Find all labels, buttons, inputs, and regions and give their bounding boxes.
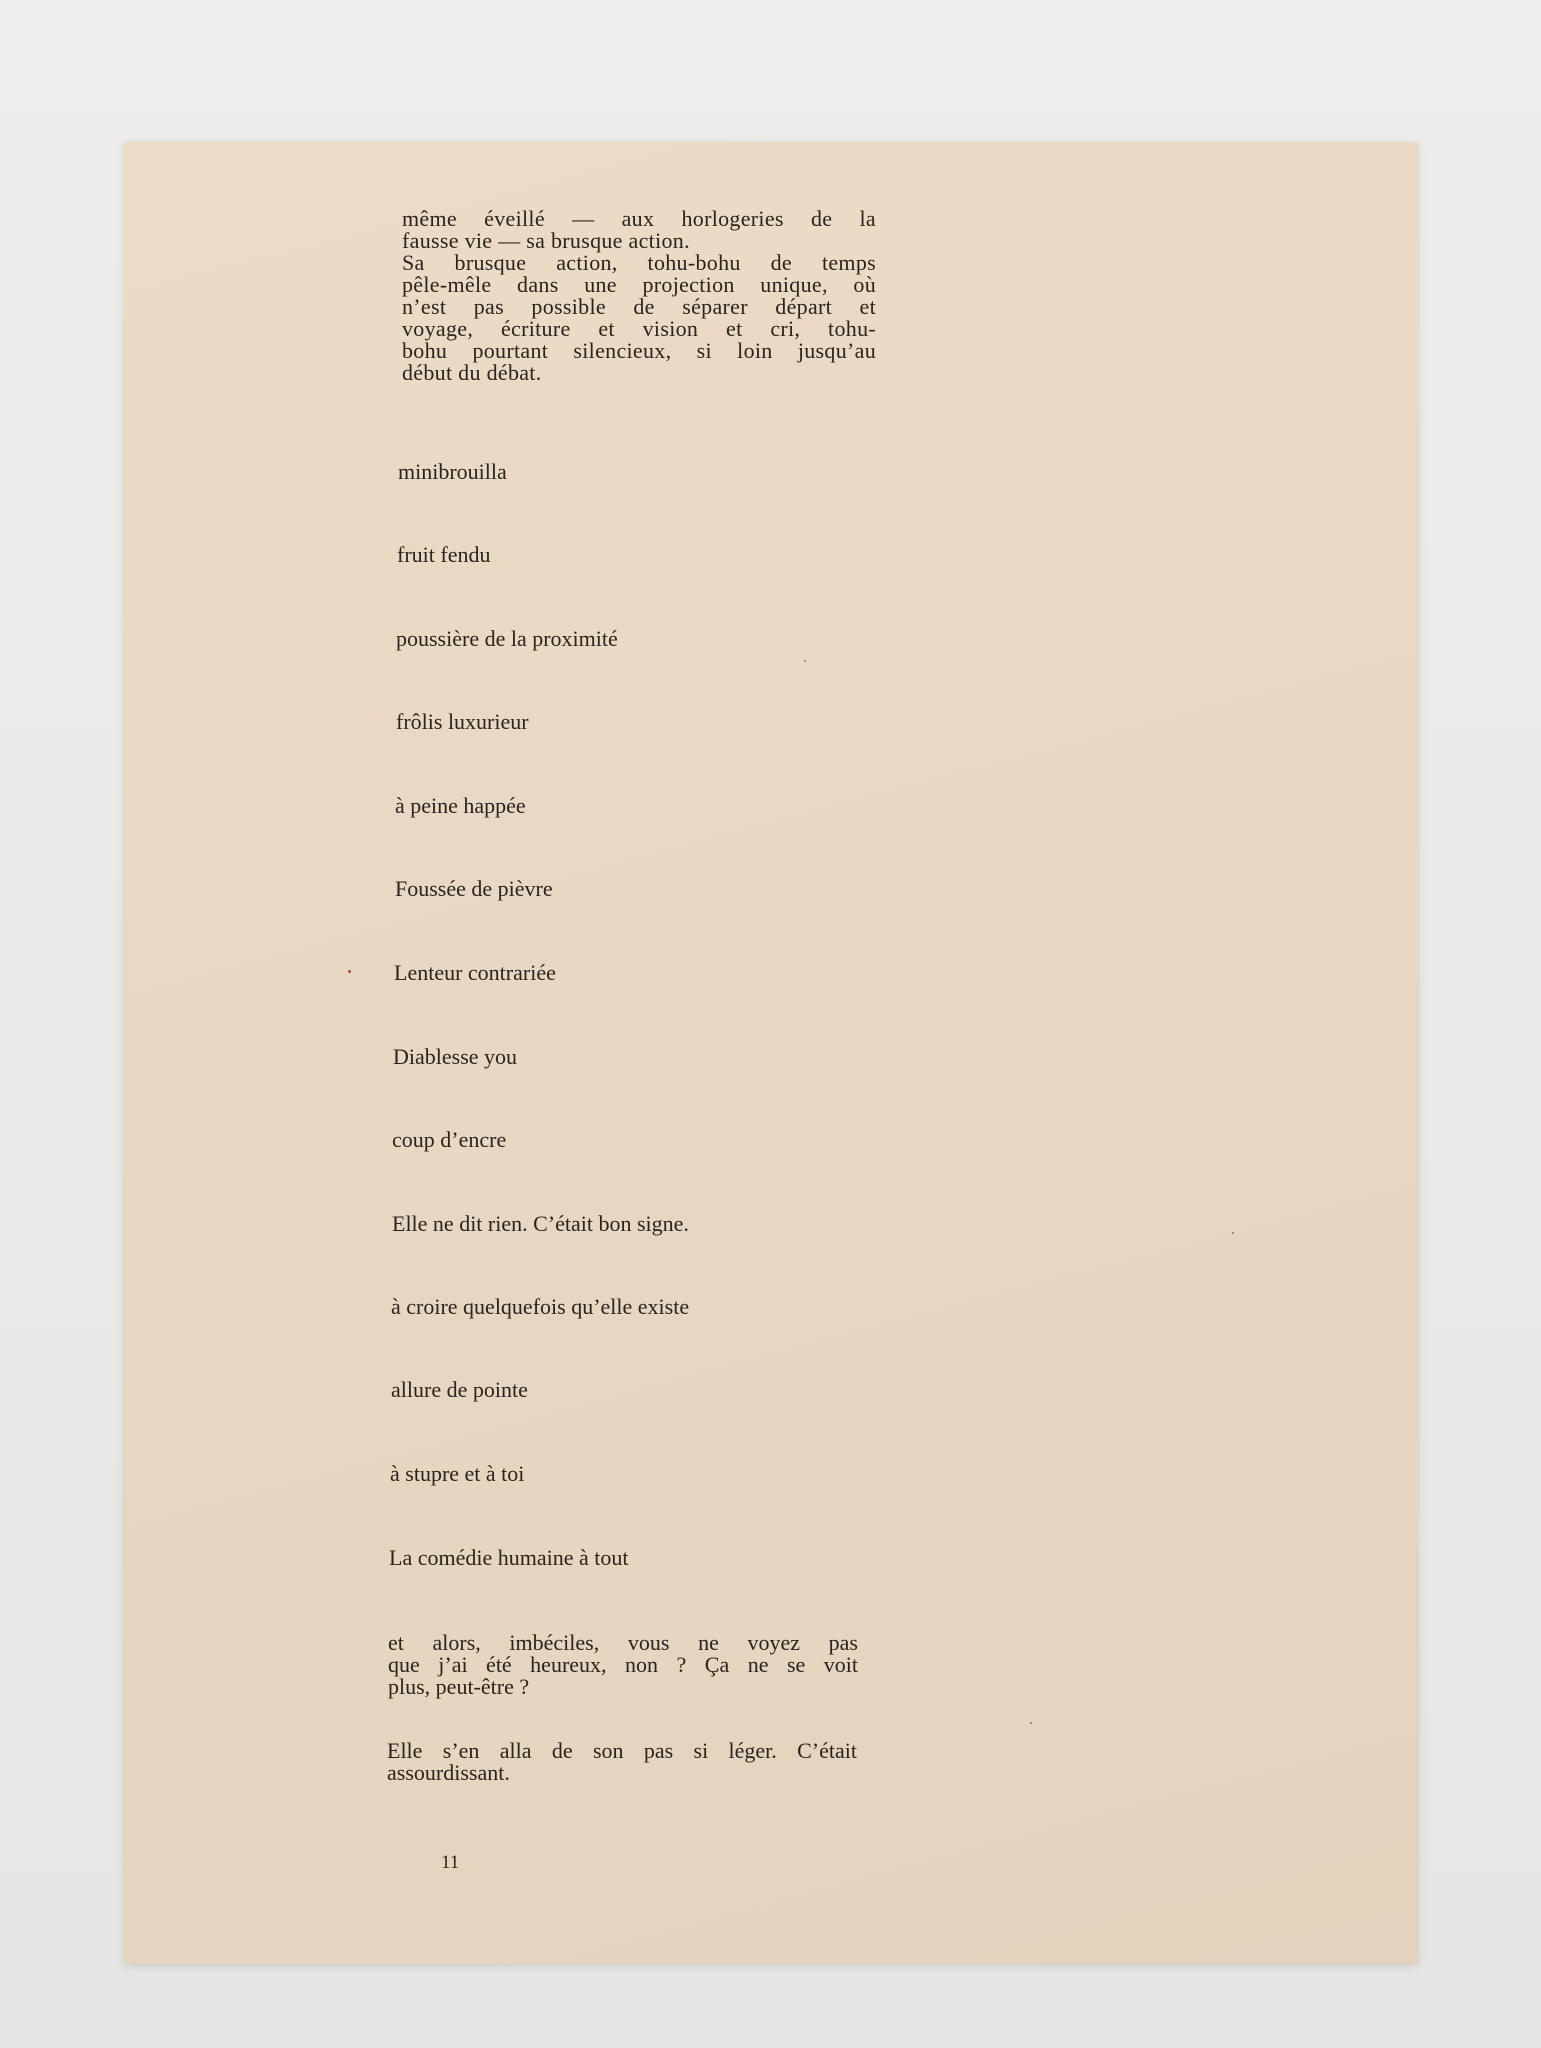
- paper-speck: [804, 660, 806, 662]
- verse-line: coup d’encre: [392, 1127, 507, 1152]
- verse-line: à stupre et à toi: [390, 1461, 525, 1486]
- paper-sheet: [124, 142, 1418, 1964]
- text-line: plus, peut-être ?: [388, 1674, 530, 1699]
- text-line: assourdissant.: [387, 1760, 510, 1785]
- text-line: n’est pas possible de séparer départ et: [402, 294, 876, 319]
- verse-line: à peine happée: [395, 793, 526, 818]
- paper-speck: [1030, 1722, 1032, 1724]
- verse-line: Foussée de pièvre: [395, 876, 553, 901]
- verse-line: Lenteur contrariée: [394, 960, 556, 985]
- text-line: Sa brusque action, tohu-bohu de temps: [402, 250, 876, 275]
- closing-paragraph: [388, 1632, 858, 1698]
- text-line: fausse vie — sa brusque action.: [402, 228, 690, 253]
- verse-line: allure de pointe: [391, 1377, 528, 1402]
- opening-paragraph: [402, 208, 876, 384]
- verse-line: Diablesse you: [393, 1044, 518, 1069]
- text-line: voyage, écriture et vision et cri, tohu-: [402, 316, 876, 341]
- verse-line: poussière de la proximité: [396, 626, 618, 651]
- verse-line: fruit fendu: [397, 542, 491, 567]
- text-line: début du débat.: [402, 360, 542, 385]
- verse-line: frôlis luxurieur: [396, 709, 529, 734]
- text-line: que j’ai été heureux, non ? Ça ne se voit: [388, 1652, 858, 1677]
- text-line: même éveillé — aux horlogeries de la: [402, 206, 876, 231]
- text-line: bohu pourtant silencieux, si loin jusqu’au: [402, 338, 876, 363]
- verse-line: Elle ne dit rien. C’était bon signe.: [392, 1211, 689, 1236]
- text-line: Elle s’en alla de son pas si léger. C’était: [387, 1738, 857, 1763]
- paper-speck: [1232, 1232, 1234, 1234]
- verse-line: minibrouilla: [398, 459, 507, 484]
- paper-speck: [348, 970, 351, 973]
- text-line: pêle-mêle dans une projection unique, où: [402, 272, 876, 297]
- final-paragraph: [387, 1740, 857, 1784]
- text-line: et alors, imbéciles, vous ne voyez pas: [388, 1630, 858, 1655]
- page-number: 11: [441, 1852, 460, 1873]
- verse-line: La comédie humaine à tout: [389, 1545, 629, 1570]
- verse-line: à croire quelquefois qu’elle existe: [391, 1294, 690, 1319]
